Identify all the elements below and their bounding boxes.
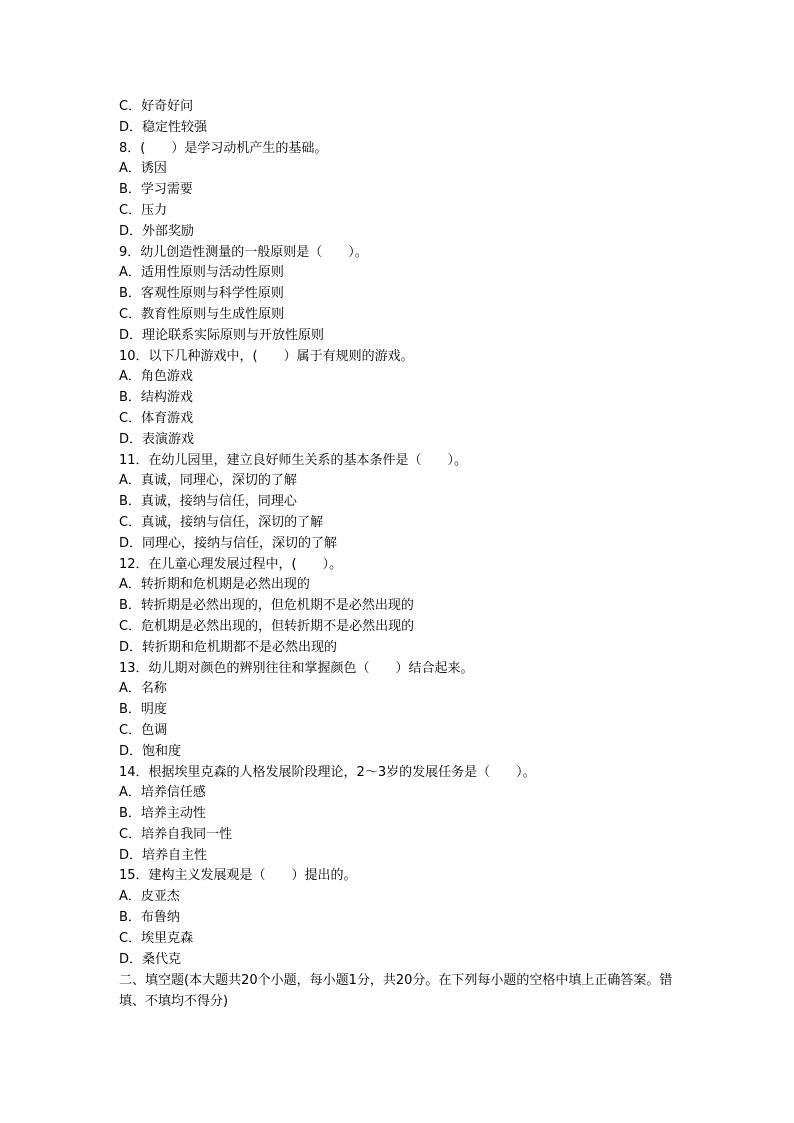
option-d-q10: D．表演游戏 bbox=[119, 431, 195, 447]
option-b-q12: B．转折期是必然出现的，但危机期不是必然出现的 bbox=[119, 598, 414, 614]
option-c-q15: C．埃里克森 bbox=[119, 930, 194, 946]
option-a-q15: A．皮亚杰 bbox=[119, 889, 180, 905]
question-13: 13．幼儿期对颜色的辨别往往和掌握颜色（ ）结合起来。 bbox=[119, 660, 474, 676]
document-body bbox=[119, 97, 679, 1012]
section-heading-fill-in: 二、填空题(本大题共20个小题，每小题1分，共20分。在下列每小题的空格中填上正确答案。错填、不填均不得分) bbox=[119, 973, 673, 1010]
option-c-q14: C．培养自我同一性 bbox=[119, 826, 233, 842]
option-b-q11: B．真诚，接纳与信任，同理心 bbox=[119, 494, 297, 510]
option-c-q7: C．好奇好问 bbox=[119, 99, 194, 114]
option-d-q15: D．桑代克 bbox=[119, 951, 182, 967]
option-a-q11: A．真诚，同理心，深切的了解 bbox=[119, 473, 297, 489]
option-d-q8: D．外部奖励 bbox=[119, 223, 195, 239]
question-8: 8．( ）是学习动机产生的基础。 bbox=[119, 140, 328, 156]
question-10: 10．以下几种游戏中，( ）属于有规则的游戏。 bbox=[119, 348, 414, 364]
option-c-q13: C．色调 bbox=[119, 722, 168, 738]
option-a-q10: A．角色游戏 bbox=[119, 369, 193, 385]
question-15: 15．建构主义发展观是（ ）提出的。 bbox=[119, 868, 357, 884]
option-b-q9: B．客观性原则与科学性原则 bbox=[119, 286, 284, 302]
option-a-q13: A．名称 bbox=[119, 681, 167, 697]
question-12: 12．在儿童心理发展过程中，( ）。 bbox=[119, 556, 343, 572]
option-c-q9: C．教育性原则与生成性原则 bbox=[119, 306, 285, 322]
option-c-q12: C．危机期是必然出现的，但转折期不是必然出现的 bbox=[119, 618, 415, 634]
option-a-q14: A．培养信任感 bbox=[119, 785, 206, 801]
option-b-q14: B．培养主动性 bbox=[119, 806, 206, 822]
question-14: 14．根据埃里克森的人格发展阶段理论，2～3岁的发展任务是（ ）。 bbox=[119, 764, 536, 780]
option-a-q8: A．诱因 bbox=[119, 161, 167, 177]
option-c-q10: C．体育游戏 bbox=[119, 410, 194, 426]
option-d-q9: D．理论联系实际原则与开放性原则 bbox=[119, 327, 325, 343]
option-d-q13: D．饱和度 bbox=[119, 743, 182, 759]
question-9: 9．幼儿创造性测量的一般原则是（ ）。 bbox=[119, 244, 368, 260]
option-c-q8: C．压力 bbox=[119, 202, 168, 218]
option-d-q7: D．稳定性较强 bbox=[119, 119, 208, 135]
option-a-q9: A．适用性原则与活动性原则 bbox=[119, 265, 284, 281]
option-a-q12: A．转折期和危机期是必然出现的 bbox=[119, 577, 310, 593]
option-c-q11: C．真诚，接纳与信任，深切的了解 bbox=[119, 514, 324, 530]
option-b-q10: B．结构游戏 bbox=[119, 390, 193, 406]
option-d-q14: D．培养自主性 bbox=[119, 847, 208, 863]
option-b-q8: B．学习需要 bbox=[119, 182, 193, 198]
option-b-q13: B．明度 bbox=[119, 702, 167, 718]
question-11: 11．在幼儿园里，建立良好师生关系的基本条件是（ ）。 bbox=[119, 452, 468, 468]
option-b-q15: B．布鲁纳 bbox=[119, 910, 180, 926]
option-d-q12: D．转折期和危机期都不是必然出现的 bbox=[119, 639, 338, 655]
option-d-q11: D．同理心，接纳与信任，深切的了解 bbox=[119, 535, 338, 551]
